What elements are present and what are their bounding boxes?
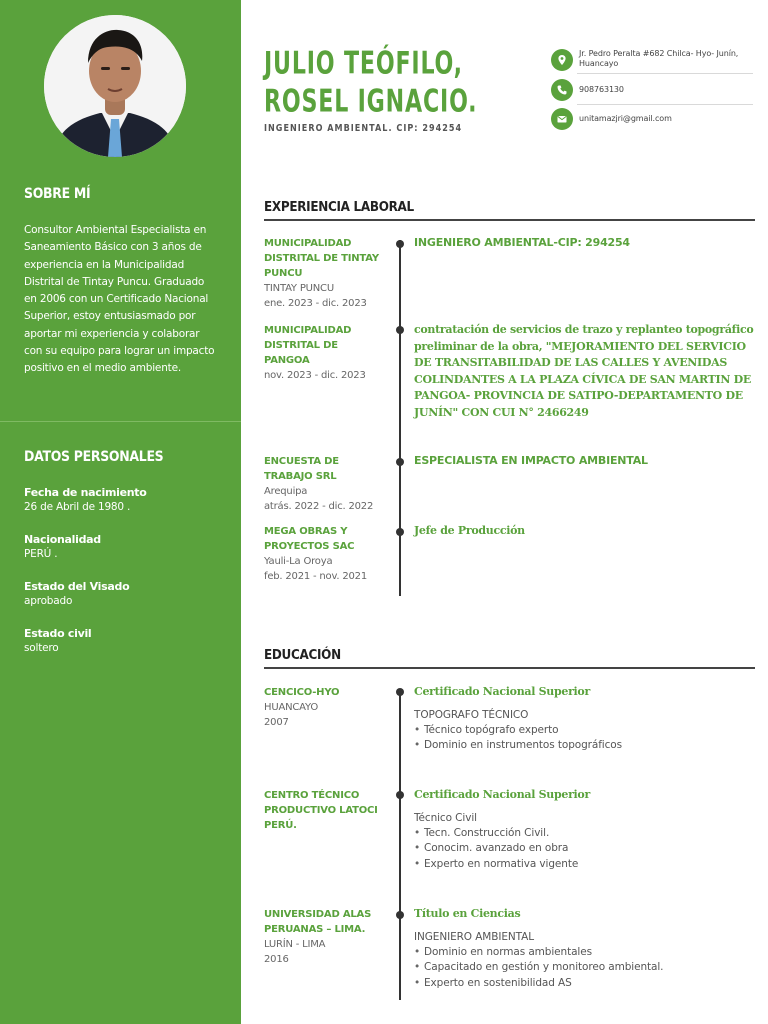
experience-title: EXPERIENCIA LABORAL [264, 199, 414, 215]
about-text: Consultor Ambiental Especialista en Saneamiento Básico con 3 años de experiencia en la Municipalidad Distrital de Tintay Puncu. Graduado en 2006 con un Certificado Nacional Superior, estoy entusiasmado por aportar mi experiencia y colaborar con su equipo para lograr un impacto positivo en el medio ambiente. [24, 224, 215, 375]
timeline-dot [396, 528, 404, 536]
experience-dates: feb. 2021 - nov. 2021 [264, 571, 367, 582]
phone-text[interactable]: 908763130 [579, 85, 624, 94]
timeline-dot [396, 458, 404, 466]
experience-role-2 [414, 322, 754, 421]
education-bullets [414, 826, 754, 873]
location-pin-icon [551, 49, 573, 71]
timeline-dot [396, 240, 404, 248]
mail-icon [551, 108, 573, 130]
education-degree: Certificado Nacional Superior [414, 788, 590, 801]
personal-item-visa [24, 580, 224, 608]
contact-email [551, 108, 749, 130]
address-text: Jr. Pedro Peralta #682 Chilca- Hyo- Junín, Huancayo [579, 49, 739, 68]
experience-role: INGENIERO AMBIENTAL-CIP: 294254 [414, 236, 630, 249]
experience-role-4 [414, 523, 754, 540]
experience-item-3 [264, 454, 384, 514]
experience-place: TINTAY PUNCU [264, 283, 334, 294]
sidebar [0, 0, 241, 1024]
personal-item-civil-status [24, 627, 224, 655]
education-detail-3 [414, 906, 754, 991]
personal-item-value: soltero [24, 642, 59, 654]
about-title: SOBRE MÍ [24, 184, 91, 202]
name-line-1: JULIO TEÓFILO, [264, 45, 463, 82]
experience-dates: nov. 2023 - dic. 2023 [264, 370, 366, 381]
experience-org: MUNICIPALIDAD DISTRITAL DE PANGOA [264, 325, 352, 366]
bullet-item: • Experto en normativa vigente [414, 857, 754, 873]
education-degree: Título en Ciencias [414, 907, 521, 920]
contact-address [551, 49, 749, 71]
experience-role-1 [414, 235, 754, 252]
profile-photo-image [44, 15, 186, 157]
personal-data-title: DATOS PERSONALES [24, 447, 164, 465]
sidebar-divider [0, 421, 241, 422]
experience-dates: ene. 2023 - dic. 2023 [264, 298, 367, 309]
personal-item-label: Fecha de nacimiento [24, 486, 147, 499]
personal-item-value: aprobado [24, 595, 73, 607]
experience-item-1 [264, 236, 384, 311]
experience-item-2 [264, 323, 384, 383]
education-item-1 [264, 685, 384, 730]
experience-item-4 [264, 524, 384, 584]
education-year: 2016 [264, 954, 289, 965]
education-place: HUANCAYO [264, 702, 319, 713]
profile-photo [44, 15, 186, 157]
name-line-2: ROSEL IGNACIO. [264, 83, 478, 120]
experience-timeline [399, 240, 401, 596]
bullet-item: • Dominio en normas ambientales [414, 945, 754, 961]
education-title: EDUCACIÓN [264, 647, 341, 663]
phone-icon [551, 79, 573, 101]
experience-org: MEGA OBRAS Y PROYECTOS SAC [264, 526, 355, 552]
bullet-item: • Capacitado en gestión y monitoreo ambiental. [414, 960, 754, 976]
candidate-name [264, 44, 524, 120]
education-rule [264, 667, 755, 669]
personal-item-nationality [24, 533, 224, 561]
education-timeline [399, 690, 401, 1000]
contact-divider [577, 104, 753, 105]
education-bullets [414, 945, 754, 992]
experience-role: ESPECIALISTA EN IMPACTO AMBIENTAL [414, 454, 648, 467]
education-degree: Certificado Nacional Superior [414, 685, 590, 698]
education-org: CENTRO TÉCNICO PRODUCTIVO LATOCI PERÚ. [264, 790, 378, 831]
email-text[interactable]: unitamazjri@gmail.com [579, 114, 672, 123]
bullet-item: • Tecn. Construcción Civil. [414, 826, 754, 842]
personal-item-value: 26 de Abril de 1980 . [24, 501, 131, 513]
contact-divider [577, 73, 753, 74]
education-year: 2007 [264, 717, 289, 728]
education-detail-1 [414, 684, 754, 754]
education-org: UNIVERSIDAD ALAS PERUANAS – LIMA. [264, 909, 372, 935]
experience-rule [264, 219, 755, 221]
bullet-item: • Experto en sostenibilidad AS [414, 976, 754, 992]
education-item-2 [264, 788, 384, 833]
education-subtitle: Técnico Civil [414, 811, 477, 824]
timeline-dot [396, 791, 404, 799]
experience-role: contratación de servicios de trazo y replanteo topográfico preliminar de la obra, "MEJORAMIENTO DEL SERVICIO DE TRANSITABILIDAD DE LAS CALLES Y AVENIDAS COLINDANTES A LA PLAZA CÍVICA DE SAN MARTIN DE PANGOA- PROVINCIA DE SATIPO-DEPARTAMENTO DE JUNÍN" CON CUI N° 2466249 [414, 323, 754, 419]
timeline-dot [396, 688, 404, 696]
experience-org: ENCUESTA DE TRABAJO SRL [264, 456, 339, 482]
experience-role-3 [414, 453, 754, 470]
personal-item-label: Estado civil [24, 627, 92, 640]
experience-place: Yauli-La Oroya [264, 556, 333, 567]
personal-item-value: PERÚ . [24, 548, 58, 560]
job-subtitle: INGENIERO AMBIENTAL. CIP: 294254 [264, 123, 463, 134]
contact-phone [551, 79, 749, 101]
education-subtitle: TOPOGRAFO TÉCNICO [414, 708, 529, 721]
experience-org: MUNICIPALIDAD DISTRITAL DE TINTAY PUNCU [264, 238, 379, 279]
education-subtitle: INGENIERO AMBIENTAL [414, 930, 534, 943]
experience-dates: atrás. 2022 - dic. 2022 [264, 501, 374, 512]
education-org: CENCICO-HYO [264, 687, 340, 698]
timeline-dot [396, 326, 404, 334]
personal-item-birthdate [24, 486, 224, 514]
personal-item-label: Nacionalidad [24, 533, 101, 546]
bullet-item: • Conocim. avanzado en obra [414, 841, 754, 857]
bullet-item: • Técnico topógrafo experto [414, 723, 754, 739]
personal-item-label: Estado del Visado [24, 580, 130, 593]
experience-place: Arequipa [264, 486, 308, 497]
education-place: LURÍN - LIMA [264, 939, 326, 950]
experience-role: Jefe de Producción [414, 524, 525, 537]
education-bullets [414, 723, 754, 754]
education-item-3 [264, 907, 384, 967]
timeline-dot [396, 911, 404, 919]
bullet-item: • Dominio en instrumentos topográficos [414, 738, 754, 754]
education-detail-2 [414, 787, 754, 872]
